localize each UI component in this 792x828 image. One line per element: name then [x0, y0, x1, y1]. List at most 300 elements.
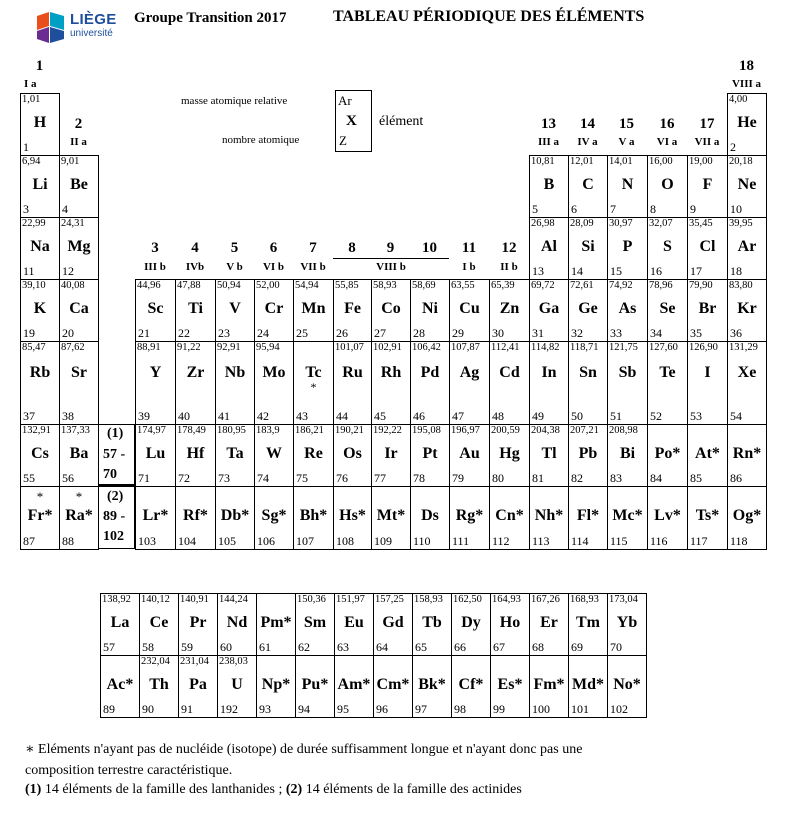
group-18-sub: VIII a	[731, 78, 762, 90]
element-b	[529, 155, 569, 218]
atomic-number: 25	[296, 326, 308, 340]
element-symbol: W	[266, 445, 282, 462]
atomic-number: 17	[690, 264, 702, 278]
element-symbol: Rf*	[183, 507, 208, 524]
element-symbol: Y	[149, 364, 162, 381]
atomic-number: 10	[730, 202, 742, 216]
atomic-mass: 9,01	[61, 156, 80, 167]
element-symbol: Al	[541, 238, 557, 255]
element-zr	[175, 341, 216, 425]
atomic-number: 50	[571, 409, 583, 423]
element-symbol: Tc	[305, 364, 322, 381]
legend-x: X	[346, 113, 357, 129]
atomic-mass: 4,00	[729, 94, 748, 105]
element-ds	[410, 486, 450, 550]
element-symbol: Ni	[422, 300, 438, 317]
element-symbol: H	[33, 114, 47, 131]
atomic-mass: 138,92	[102, 594, 131, 605]
element-ne	[727, 155, 767, 218]
atomic-number: 16	[650, 264, 662, 278]
atomic-number: 101	[571, 702, 589, 716]
element-lu	[135, 424, 176, 487]
element-w	[254, 424, 294, 487]
element-rh	[371, 341, 411, 425]
element-cf	[451, 655, 491, 718]
atomic-mass: 102,91	[373, 342, 402, 353]
atomic-mass: 195,08	[412, 425, 441, 436]
atomic-mass: 137,33	[61, 425, 90, 436]
atomic-mass: 69,72	[531, 280, 555, 291]
element-fm	[529, 655, 569, 718]
element-nd	[217, 593, 257, 656]
atomic-number: 110	[413, 534, 431, 548]
atomic-number: 59	[181, 640, 193, 654]
element-symbol: Np*	[261, 676, 291, 693]
atomic-mass: 232,04	[141, 656, 170, 667]
element-yb	[607, 593, 647, 656]
atomic-number: 66	[454, 640, 466, 654]
atomic-number: 73	[218, 471, 230, 485]
atomic-mass: 40,08	[61, 280, 85, 291]
element-symbol: N	[621, 176, 634, 193]
atomic-mass: 158,93	[414, 594, 443, 605]
element-symbol: Li	[32, 176, 48, 193]
element-si	[568, 217, 608, 280]
atomic-number: 39	[138, 409, 150, 423]
element-np	[256, 655, 296, 718]
atomic-mass: 35,45	[689, 218, 713, 229]
group-4-sub: IVb	[185, 261, 205, 273]
atomic-number: 35	[690, 326, 702, 340]
group-2: 2	[74, 116, 83, 132]
group-15-sub: V a	[618, 136, 635, 148]
element-hf	[175, 424, 216, 487]
atomic-number: 46	[413, 409, 425, 423]
element-symbol: Er	[540, 614, 558, 631]
element-symbol: Ir	[384, 445, 398, 462]
atomic-mass: 10,81	[531, 156, 555, 167]
element-symbol: Cl	[699, 238, 716, 255]
element-symbol: Te	[659, 364, 676, 381]
atomic-number: 91	[181, 702, 193, 716]
atomic-mass: 52,00	[256, 280, 280, 291]
atomic-mass: 47,88	[177, 280, 201, 291]
atomic-mass: 50,94	[217, 280, 241, 291]
group-9: 9	[386, 240, 395, 256]
lanthanide-ref: (1)	[107, 426, 124, 441]
atomic-mass: 180,95	[217, 425, 246, 436]
element-na	[20, 217, 60, 280]
atomic-number: 30	[492, 326, 504, 340]
element-md	[568, 655, 608, 718]
atomic-mass: 168,93	[570, 594, 599, 605]
element-symbol: Md*	[572, 676, 604, 693]
element-symbol: Ts*	[695, 507, 720, 524]
atomic-number: 89	[103, 702, 115, 716]
element-symbol: Sm	[303, 614, 327, 631]
element-co	[371, 279, 411, 342]
group-8-10-rule	[333, 258, 449, 259]
element-cs	[20, 424, 60, 487]
atomic-number: 23	[218, 326, 230, 340]
element-symbol: I	[704, 364, 711, 381]
atomic-mass: 196,97	[451, 425, 480, 436]
element-symbol: Fe	[344, 300, 361, 317]
atomic-number: 87	[23, 534, 35, 548]
atomic-mass: 83,80	[729, 280, 753, 291]
atomic-mass: 164,93	[492, 594, 521, 605]
atomic-number: 83	[610, 471, 622, 485]
atomic-mass: 174,97	[137, 425, 166, 436]
element-rb	[20, 341, 60, 425]
group-5-sub: V b	[226, 261, 243, 273]
atomic-number: 102	[610, 702, 628, 716]
atomic-mass: 6,94	[22, 156, 41, 167]
atomic-number: 192	[220, 702, 238, 716]
element-symbol: Se	[659, 300, 676, 317]
element-symbol: Tl	[541, 445, 557, 462]
element-p	[607, 217, 648, 280]
element-k	[20, 279, 60, 342]
atomic-mass: 183,9	[256, 425, 280, 436]
element-ba	[59, 424, 99, 487]
element-symbol: Hf	[186, 445, 205, 462]
element-og	[727, 486, 767, 550]
atomic-number: 48	[492, 409, 504, 423]
atomic-mass: 85,47	[22, 342, 46, 353]
atomic-number: 33	[610, 326, 622, 340]
atomic-number: 71	[138, 471, 150, 485]
element-symbol: C	[582, 176, 594, 193]
atomic-number: 61	[259, 640, 271, 654]
element-rn	[727, 424, 767, 487]
group-6-sub: VI b	[262, 261, 285, 273]
element-symbol: Lu	[145, 445, 166, 462]
atomic-mass: 140,91	[180, 594, 209, 605]
atomic-mass: 78,96	[649, 280, 673, 291]
element-symbol: Pu*	[301, 676, 329, 693]
element-u	[217, 655, 257, 718]
atomic-number: 65	[415, 640, 427, 654]
group-16-sub: VI a	[656, 136, 678, 148]
element-sr	[59, 341, 99, 425]
legend-z: Z	[339, 133, 347, 148]
group-2-sub: II a	[70, 136, 87, 148]
atomic-number: 56	[62, 471, 74, 485]
atomic-mass: 208,98	[609, 425, 638, 436]
element-es	[490, 655, 530, 718]
element-symbol: Ca	[69, 300, 89, 317]
atomic-mass: 12,01	[570, 156, 594, 167]
element-po	[647, 424, 688, 487]
atomic-mass: 127,60	[649, 342, 678, 353]
atomic-number: 85	[690, 471, 702, 485]
element-pd	[410, 341, 450, 425]
element-sg	[254, 486, 294, 550]
atomic-number: 47	[452, 409, 464, 423]
legend-number-label: nombre atomique	[222, 134, 300, 146]
element-symbol: Fm*	[533, 676, 565, 693]
legend-mass-label: masse atomique relative	[181, 95, 288, 107]
element-cr	[254, 279, 294, 342]
atomic-number: 94	[298, 702, 310, 716]
atomic-number: 58	[142, 640, 154, 654]
atomic-number: 76	[336, 471, 348, 485]
element-c	[568, 155, 608, 218]
element-bi	[607, 424, 648, 487]
group-12: 12	[501, 240, 517, 256]
atomic-mass: 101,07	[335, 342, 364, 353]
atomic-number: 40	[178, 409, 190, 423]
atomic-number: 116	[650, 534, 668, 548]
group-7-sub: VII b	[300, 261, 326, 273]
lanthanide-placeholder	[98, 424, 135, 486]
atomic-mass: 16,00	[649, 156, 673, 167]
atomic-mass: 26,98	[531, 218, 555, 229]
element-xe	[727, 341, 767, 425]
atomic-mass: *	[75, 489, 83, 504]
element-se	[647, 279, 688, 342]
element-symbol: Si	[581, 238, 595, 255]
atomic-number: 105	[218, 534, 236, 548]
atomic-mass: 126,90	[689, 342, 718, 353]
element-symbol: Nh*	[534, 507, 564, 524]
logo-name: LIÈGE	[70, 11, 117, 28]
atomic-mass: 63,55	[451, 280, 475, 291]
group-7: 7	[309, 240, 317, 256]
element-symbol: Am*	[337, 676, 371, 693]
atomic-number: 20	[62, 326, 74, 340]
element-symbol: Ru	[342, 364, 363, 381]
element-f	[687, 155, 728, 218]
atomic-number: 45	[374, 409, 386, 423]
atomic-mass: 1,01	[22, 94, 41, 105]
element-ta	[215, 424, 255, 487]
atomic-mass: 178,49	[177, 425, 206, 436]
element-sn	[568, 341, 608, 425]
atomic-mass: 173,04	[609, 594, 638, 605]
element-symbol: Ba	[69, 445, 89, 462]
atomic-number: 1	[23, 140, 29, 154]
atomic-number: 118	[730, 534, 748, 548]
element-symbol: Cm*	[376, 676, 410, 693]
group-11-sub: I b	[462, 261, 476, 273]
atomic-number: 81	[532, 471, 544, 485]
atomic-mass: 144,24	[219, 594, 248, 605]
element-symbol: He	[737, 114, 757, 131]
atomic-mass: 79,90	[689, 280, 713, 291]
element-symbol: Pm*	[260, 614, 292, 631]
atomic-number: 96	[376, 702, 388, 716]
element-symbol: Nd	[226, 614, 248, 631]
element-symbol: V	[229, 300, 241, 317]
group-16: 16	[659, 116, 675, 132]
atomic-number: 77	[374, 471, 386, 485]
atomic-mass: 192,22	[373, 425, 402, 436]
element-i	[687, 341, 728, 425]
element-fe	[333, 279, 372, 342]
atomic-mass: 118,71	[570, 342, 599, 353]
atomic-mass: 162,50	[453, 594, 482, 605]
element-mc	[607, 486, 648, 550]
element-symbol: Sn	[579, 364, 597, 381]
element-symbol: Ar	[737, 238, 757, 255]
group-3: 3	[151, 240, 159, 256]
element-symbol: Mc*	[612, 507, 643, 524]
element-kr	[727, 279, 767, 342]
element-symbol: Sr	[71, 364, 87, 381]
element-ga	[529, 279, 569, 342]
element-symbol: Ho	[499, 614, 521, 631]
atomic-number: 95	[337, 702, 349, 716]
element-symbol: Os	[343, 445, 362, 462]
atomic-number: 82	[571, 471, 583, 485]
atomic-number: 67	[493, 640, 505, 654]
element-symbol: Au	[459, 445, 480, 462]
legend-ar: Ar	[338, 93, 352, 108]
element-nb	[215, 341, 255, 425]
element-symbol: Tm	[576, 614, 600, 631]
group-8-10-sub: VIII b	[376, 261, 406, 273]
element-symbol: O	[661, 176, 674, 193]
atomic-number: 42	[257, 409, 269, 423]
atomic-mass: 88,91	[137, 342, 161, 353]
actinide-range: 89 - 102	[103, 509, 126, 544]
atomic-mass: 72,61	[570, 280, 594, 291]
element-tl	[529, 424, 569, 487]
atomic-mass: 65,39	[491, 280, 515, 291]
atomic-number: 62	[298, 640, 310, 654]
atomic-number: 24	[257, 326, 269, 340]
element-pa	[178, 655, 218, 718]
element-ir	[371, 424, 411, 487]
element-tc	[293, 341, 334, 425]
element-symbol: Na	[30, 238, 50, 255]
note-star-line2: composition terrestre caractéristique.	[25, 763, 233, 778]
element-ni	[410, 279, 450, 342]
atomic-number: 64	[376, 640, 388, 654]
element-symbol: Pd	[420, 364, 440, 381]
atomic-number: 18	[730, 264, 742, 278]
atomic-number: 78	[413, 471, 425, 485]
atomic-number: 21	[138, 326, 150, 340]
atomic-number: 98	[454, 702, 466, 716]
atomic-number: 3	[23, 202, 29, 216]
element-symbol: Ds	[421, 507, 439, 524]
note-actinides: 14 éléments de la famille des actinides	[302, 782, 522, 797]
element-symbol: Ta	[226, 445, 244, 462]
element-in	[529, 341, 569, 425]
atomic-number: 6	[571, 202, 577, 216]
logo-subtitle: université	[70, 28, 113, 39]
atomic-number: 63	[337, 640, 349, 654]
element-symbol: Dy	[461, 614, 481, 631]
element-symbol: Cn*	[495, 507, 524, 524]
atomic-mass: 87,62	[61, 342, 85, 353]
element-symbol: Cs	[31, 445, 49, 462]
atomic-number: 11	[23, 264, 35, 278]
element-symbol: Xe	[737, 364, 757, 381]
group-15: 15	[619, 116, 634, 132]
group-13-sub: III a	[537, 136, 560, 148]
element-symbol: Tb	[422, 614, 442, 631]
logo-mark-icon	[37, 12, 65, 44]
element-symbol: Mt*	[376, 507, 406, 524]
group-5: 5	[230, 240, 239, 256]
atomic-number: 9	[690, 202, 696, 216]
element-symbol: At*	[695, 445, 720, 462]
element-sm	[295, 593, 335, 656]
atomic-number: 70	[610, 640, 622, 654]
element-tb	[412, 593, 452, 656]
element-al	[529, 217, 569, 280]
element-ho	[490, 593, 530, 656]
element-symbol: Co	[381, 300, 401, 317]
atomic-number: 112	[492, 534, 510, 548]
page-title: TABLEAU PÉRIODIQUE DES ÉLÉMENTS	[333, 8, 645, 25]
atomic-number: 117	[690, 534, 708, 548]
atomic-number: 100	[532, 702, 550, 716]
element-symbol: Lr*	[142, 507, 169, 524]
element-symbol: No*	[613, 676, 641, 693]
element-am	[334, 655, 374, 718]
element-symbol: Lv*	[654, 507, 681, 524]
group-1: 1	[35, 58, 44, 74]
group-13: 13	[541, 116, 556, 132]
element-symbol: Rb	[29, 364, 51, 381]
element-gd	[373, 593, 413, 656]
element-pb	[568, 424, 608, 487]
element-symbol: Zn	[499, 300, 520, 317]
atomic-mass: 106,42	[412, 342, 441, 353]
element-db	[215, 486, 255, 550]
element-symbol: Re	[304, 445, 323, 462]
element-he	[727, 93, 767, 156]
atomic-mass: 231,04	[180, 656, 209, 667]
atomic-mass: 39,10	[22, 280, 46, 291]
atomic-number: 97	[415, 702, 427, 716]
element-th	[139, 655, 179, 718]
group-11: 11	[461, 240, 477, 256]
atomic-number: 22	[178, 326, 190, 340]
element-pt	[410, 424, 450, 487]
note-ref-2: (2)	[285, 782, 303, 797]
element-symbol: Eu	[344, 614, 364, 631]
atomic-mass: 54,94	[295, 280, 319, 291]
atomic-mass: 167,26	[531, 594, 560, 605]
atomic-mass: 107,87	[451, 342, 480, 353]
element-ar	[727, 217, 767, 280]
note-series	[25, 781, 522, 798]
atomic-number: 28	[413, 326, 425, 340]
element-symbol: Ra*	[65, 507, 93, 524]
synthetic-marker: *	[310, 380, 317, 394]
atomic-number: 8	[650, 202, 656, 216]
atomic-number: 36	[730, 326, 742, 340]
element-symbol: Pb	[578, 445, 598, 462]
atomic-number: 115	[610, 534, 628, 548]
element-symbol: In	[541, 364, 557, 381]
atomic-number: 88	[62, 534, 74, 548]
element-te	[647, 341, 688, 425]
element-au	[449, 424, 490, 487]
element-ti	[175, 279, 216, 342]
atomic-number: 109	[374, 534, 392, 548]
element-symbol: Cr	[264, 300, 284, 317]
atomic-number: 90	[142, 702, 154, 716]
atomic-number: 41	[218, 409, 230, 423]
element-sb	[607, 341, 648, 425]
